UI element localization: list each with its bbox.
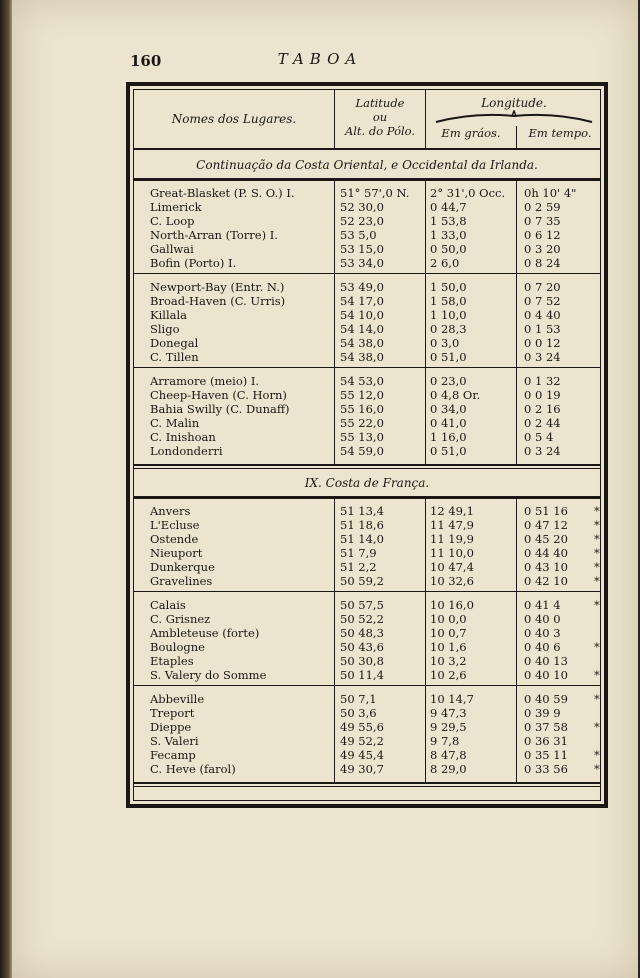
latitude-value: 52 23,0 <box>340 214 384 228</box>
longitude-degrees-value: 11 47,9 <box>430 518 474 532</box>
place-name: Arramore (meio) I. <box>150 374 260 388</box>
longitude-degrees-value: 8 29,0 <box>430 762 467 776</box>
place-name: Bofin (Porto) I. <box>150 256 237 270</box>
header-latitude-line1: Latitude <box>355 96 405 110</box>
longitude-degrees-value: 1 16,0 <box>430 430 467 444</box>
place-name: Great-Blasket (P. S. O.) I. <box>150 186 295 200</box>
longitude-time-value: 0 0 19 <box>524 388 561 402</box>
section-end-rule <box>134 464 600 466</box>
table-row <box>134 504 600 518</box>
running-head: TABOA <box>277 50 363 68</box>
header-divider-1 <box>334 90 335 148</box>
table-row <box>134 532 600 546</box>
table-row <box>134 416 600 430</box>
place-name: C. Inishoan <box>150 430 216 444</box>
place-name: Anvers <box>150 504 191 518</box>
table-row <box>134 734 600 748</box>
longitude-time-value: 0 41 4 <box>524 598 561 612</box>
coordinates-table <box>133 89 601 801</box>
latitude-value: 55 12,0 <box>340 388 384 402</box>
longitude-degrees-value: 9 29,5 <box>430 720 467 734</box>
table-row <box>134 388 600 402</box>
longitude-degrees-value: 0 44,7 <box>430 200 467 214</box>
latitude-value: 51 2,2 <box>340 560 377 574</box>
table-row <box>134 280 600 294</box>
latitude-value: 50 3,6 <box>340 706 377 720</box>
place-name: Treport <box>150 706 195 720</box>
longitude-time-value: 0 39 9 <box>524 706 561 720</box>
longitude-degrees-value: 0 23,0 <box>430 374 467 388</box>
header-em-tempo <box>517 126 603 146</box>
star-mark: * <box>594 762 600 776</box>
place-name: S. Valeri <box>150 734 199 748</box>
longitude-degrees-value: 0 28,3 <box>430 322 467 336</box>
longitude-time-value: 0 7 20 <box>524 280 561 294</box>
table-row <box>134 640 600 654</box>
latitude-value: 55 13,0 <box>340 430 384 444</box>
table-row <box>134 444 600 458</box>
longitude-degrees-value: 10 0,0 <box>430 612 467 626</box>
table-row <box>134 186 600 200</box>
table-row <box>134 200 600 214</box>
place-name: Donegal <box>150 336 199 350</box>
group-rule <box>134 685 600 686</box>
longitude-time-value: 0 4 40 <box>524 308 561 322</box>
place-name: Killala <box>150 308 188 322</box>
longitude-time-value: 0 3 20 <box>524 242 561 256</box>
longitude-degrees-value: 8 47,8 <box>430 748 467 762</box>
star-mark: * <box>594 532 600 546</box>
latitude-value: 49 30,7 <box>340 762 384 776</box>
longitude-degrees-value: 0 3,0 <box>430 336 460 350</box>
place-name: S. Valery do Somme <box>150 668 267 682</box>
longitude-brace <box>434 110 594 124</box>
latitude-value: 54 10,0 <box>340 308 384 322</box>
longitude-time-value: 0 36 31 <box>524 734 568 748</box>
longitude-degrees-value: 11 19,9 <box>430 532 474 546</box>
longitude-time-value: 0 45 20 <box>524 532 568 546</box>
table-row <box>134 518 600 532</box>
longitude-degrees-value: 0 50,0 <box>430 242 467 256</box>
star-mark: * <box>594 692 600 706</box>
header-em-graos-label: Em gráos. <box>441 126 501 140</box>
longitude-time-value: 0 3 24 <box>524 350 561 364</box>
star-mark: * <box>594 748 600 762</box>
place-name: Etaples <box>150 654 194 668</box>
longitude-time-value: 0 40 13 <box>524 654 568 668</box>
longitude-degrees-value: 9 47,3 <box>430 706 467 720</box>
longitude-degrees-value: 0 34,0 <box>430 402 467 416</box>
latitude-value: 51 14,0 <box>340 532 384 546</box>
longitude-degrees-value: 10 14,7 <box>430 692 474 706</box>
place-name: North-Arran (Torre) I. <box>150 228 278 242</box>
header-divider-3 <box>516 126 517 148</box>
longitude-time-value: 0 40 0 <box>524 612 561 626</box>
place-name: Newport-Bay (Entr. N.) <box>150 280 285 294</box>
longitude-degrees-value: 1 50,0 <box>430 280 467 294</box>
latitude-value: 54 14,0 <box>340 322 384 336</box>
star-mark: * <box>594 668 600 682</box>
group-rule <box>134 273 600 274</box>
section-end-rule-2 <box>134 468 600 469</box>
longitude-degrees-value: 1 58,0 <box>430 294 467 308</box>
table-row <box>134 748 600 762</box>
longitude-time-value: 0 40 10 <box>524 668 568 682</box>
star-mark: * <box>594 560 600 574</box>
longitude-time-value: 0h 10' 4" <box>524 186 577 200</box>
table-row <box>134 668 600 682</box>
longitude-time-value: 0 47 12 <box>524 518 568 532</box>
table-row <box>134 720 600 734</box>
longitude-time-value: 0 6 12 <box>524 228 561 242</box>
latitude-value: 53 34,0 <box>340 256 384 270</box>
header-em-tempo-label: Em tempo. <box>528 126 592 140</box>
latitude-value: 53 15,0 <box>340 242 384 256</box>
place-name: C. Heve (farol) <box>150 762 236 776</box>
table-row <box>134 214 600 228</box>
latitude-value: 53 49,0 <box>340 280 384 294</box>
table-row <box>134 294 600 308</box>
longitude-time-value: 0 40 59 <box>524 692 568 706</box>
star-mark: * <box>594 504 600 518</box>
longitude-degrees-value: 10 47,4 <box>430 560 474 574</box>
section-rule <box>134 496 600 499</box>
table-row <box>134 350 600 364</box>
column-divider <box>425 178 426 464</box>
table-row <box>134 654 600 668</box>
group-rule <box>134 367 600 368</box>
header-names <box>134 90 334 148</box>
table-row <box>134 560 600 574</box>
longitude-time-value: 0 40 3 <box>524 626 561 640</box>
latitude-value: 54 38,0 <box>340 350 384 364</box>
table-row <box>134 242 600 256</box>
longitude-degrees-value: 10 2,6 <box>430 668 467 682</box>
longitude-degrees-value: 12 49,1 <box>430 504 474 518</box>
star-mark: * <box>594 640 600 654</box>
column-divider <box>516 496 517 782</box>
longitude-time-value: 0 37 58 <box>524 720 568 734</box>
latitude-value: 49 45,4 <box>340 748 384 762</box>
longitude-degrees-value: 11 10,0 <box>430 546 474 560</box>
place-name: C. Grisnez <box>150 612 211 626</box>
table-row <box>134 374 600 388</box>
latitude-value: 50 43,6 <box>340 640 384 654</box>
longitude-degrees-value: 0 41,0 <box>430 416 467 430</box>
place-name: Bahia Swilly (C. Dunaff) <box>150 402 290 416</box>
section-end-rule-2 <box>134 786 600 787</box>
table-row <box>134 402 600 416</box>
header-divider-2 <box>425 90 426 148</box>
latitude-value: 54 53,0 <box>340 374 384 388</box>
latitude-value: 55 16,0 <box>340 402 384 416</box>
longitude-degrees-value: 2 6,0 <box>430 256 460 270</box>
latitude-value: 50 59,2 <box>340 574 384 588</box>
page-number: 160 <box>130 52 162 70</box>
longitude-time-value: 0 7 52 <box>524 294 561 308</box>
place-name: Calais <box>150 598 186 612</box>
section-title: Continuação da Costa Oriental, e Occidental da Irlanda. <box>196 158 538 172</box>
longitude-time-value: 0 51 16 <box>524 504 568 518</box>
column-divider <box>334 178 335 464</box>
table-row <box>134 256 600 270</box>
table-row <box>134 626 600 640</box>
latitude-value: 50 7,1 <box>340 692 377 706</box>
latitude-value: 54 38,0 <box>340 336 384 350</box>
longitude-time-value: 0 40 6 <box>524 640 561 654</box>
star-mark: * <box>594 546 600 560</box>
table-row <box>134 228 600 242</box>
longitude-degrees-value: 2° 31',0 Occ. <box>430 186 506 200</box>
header-latitude-line3: Alt. do Pólo. <box>344 124 416 138</box>
latitude-value: 51° 57',0 N. <box>340 186 410 200</box>
table-row <box>134 762 600 776</box>
latitude-value: 55 22,0 <box>340 416 384 430</box>
longitude-time-value: 0 7 35 <box>524 214 561 228</box>
section-rule <box>134 178 600 181</box>
header-names-label: Nomes dos Lugares. <box>171 112 297 126</box>
place-name: Sligo <box>150 322 180 336</box>
longitude-degrees-value: 1 33,0 <box>430 228 467 242</box>
table-row <box>134 322 600 336</box>
longitude-degrees-value: 0 51,0 <box>430 350 467 364</box>
place-name: Nieuport <box>150 546 203 560</box>
section-title: IX. Costa de França. <box>304 476 430 490</box>
column-divider <box>516 178 517 464</box>
place-name: Gravelines <box>150 574 213 588</box>
latitude-value: 50 52,2 <box>340 612 384 626</box>
star-mark: * <box>594 720 600 734</box>
longitude-degrees-value: 10 3,2 <box>430 654 467 668</box>
longitude-degrees-value: 0 51,0 <box>430 444 467 458</box>
header-longitude-label: Longitude. <box>481 96 547 110</box>
place-name: C. Loop <box>150 214 195 228</box>
latitude-value: 52 30,0 <box>340 200 384 214</box>
longitude-time-value: 0 8 24 <box>524 256 561 270</box>
table-row <box>134 336 600 350</box>
header-rule <box>134 148 600 150</box>
place-name: C. Malin <box>150 416 200 430</box>
longitude-degrees-value: 1 53,8 <box>430 214 467 228</box>
longitude-degrees-value: 10 1,6 <box>430 640 467 654</box>
longitude-time-value: 0 0 12 <box>524 336 561 350</box>
longitude-time-value: 0 44 40 <box>524 546 568 560</box>
table-row <box>134 612 600 626</box>
place-name: Limerick <box>150 200 202 214</box>
latitude-value: 50 30,8 <box>340 654 384 668</box>
table-row <box>134 430 600 444</box>
table-row <box>134 598 600 612</box>
latitude-value: 50 11,4 <box>340 668 384 682</box>
latitude-value: 50 48,3 <box>340 626 384 640</box>
table-row <box>134 692 600 706</box>
longitude-time-value: 0 2 44 <box>524 416 561 430</box>
latitude-value: 50 57,5 <box>340 598 384 612</box>
place-name: Broad-Haven (C. Urris) <box>150 294 286 308</box>
table-row <box>134 546 600 560</box>
table-row <box>134 706 600 720</box>
latitude-value: 51 13,4 <box>340 504 384 518</box>
longitude-time-value: 0 1 53 <box>524 322 561 336</box>
header-latitude <box>335 90 425 148</box>
place-name: Gallwai <box>150 242 194 256</box>
star-mark: * <box>594 574 600 588</box>
group-rule <box>134 591 600 592</box>
longitude-time-value: 0 3 24 <box>524 444 561 458</box>
place-name: L'Ecluse <box>150 518 200 532</box>
longitude-time-value: 0 2 59 <box>524 200 561 214</box>
longitude-degrees-value: 0 4,8 Or. <box>430 388 481 402</box>
place-name: C. Tillen <box>150 350 199 364</box>
longitude-time-value: 0 5 4 <box>524 430 554 444</box>
header-em-graos <box>426 126 516 146</box>
table-frame <box>126 82 608 808</box>
place-name: Dunkerque <box>150 560 215 574</box>
star-mark: * <box>594 598 600 612</box>
column-divider <box>334 496 335 782</box>
latitude-value: 54 17,0 <box>340 294 384 308</box>
place-name: Ostende <box>150 532 199 546</box>
table-row <box>134 574 600 588</box>
place-name: Ambleteuse (forte) <box>150 626 260 640</box>
longitude-time-value: 0 33 56 <box>524 762 568 776</box>
table-row <box>134 308 600 322</box>
longitude-degrees-value: 1 10,0 <box>430 308 467 322</box>
latitude-value: 49 52,2 <box>340 734 384 748</box>
place-name: Dieppe <box>150 720 192 734</box>
longitude-time-value: 0 43 10 <box>524 560 568 574</box>
latitude-value: 51 18,6 <box>340 518 384 532</box>
star-mark: * <box>594 518 600 532</box>
longitude-degrees-value: 10 32,6 <box>430 574 474 588</box>
section-end-rule <box>134 782 600 784</box>
place-name: Boulogne <box>150 640 205 654</box>
longitude-time-value: 0 35 11 <box>524 748 568 762</box>
longitude-time-value: 0 42 10 <box>524 574 568 588</box>
column-divider <box>425 496 426 782</box>
longitude-time-value: 0 1 32 <box>524 374 561 388</box>
place-name: Abbeville <box>150 692 205 706</box>
header-latitude-line2: ou <box>372 110 388 124</box>
longitude-degrees-value: 9 7,8 <box>430 734 460 748</box>
latitude-value: 49 55,6 <box>340 720 384 734</box>
latitude-value: 54 59,0 <box>340 444 384 458</box>
latitude-value: 51 7,9 <box>340 546 377 560</box>
longitude-degrees-value: 10 0,7 <box>430 626 467 640</box>
longitude-degrees-value: 10 16,0 <box>430 598 474 612</box>
place-name: Fecamp <box>150 748 196 762</box>
latitude-value: 53 5,0 <box>340 228 377 242</box>
place-name: Londonderri <box>150 444 223 458</box>
longitude-time-value: 0 2 16 <box>524 402 561 416</box>
place-name: Cheep-Haven (C. Horn) <box>150 388 287 402</box>
